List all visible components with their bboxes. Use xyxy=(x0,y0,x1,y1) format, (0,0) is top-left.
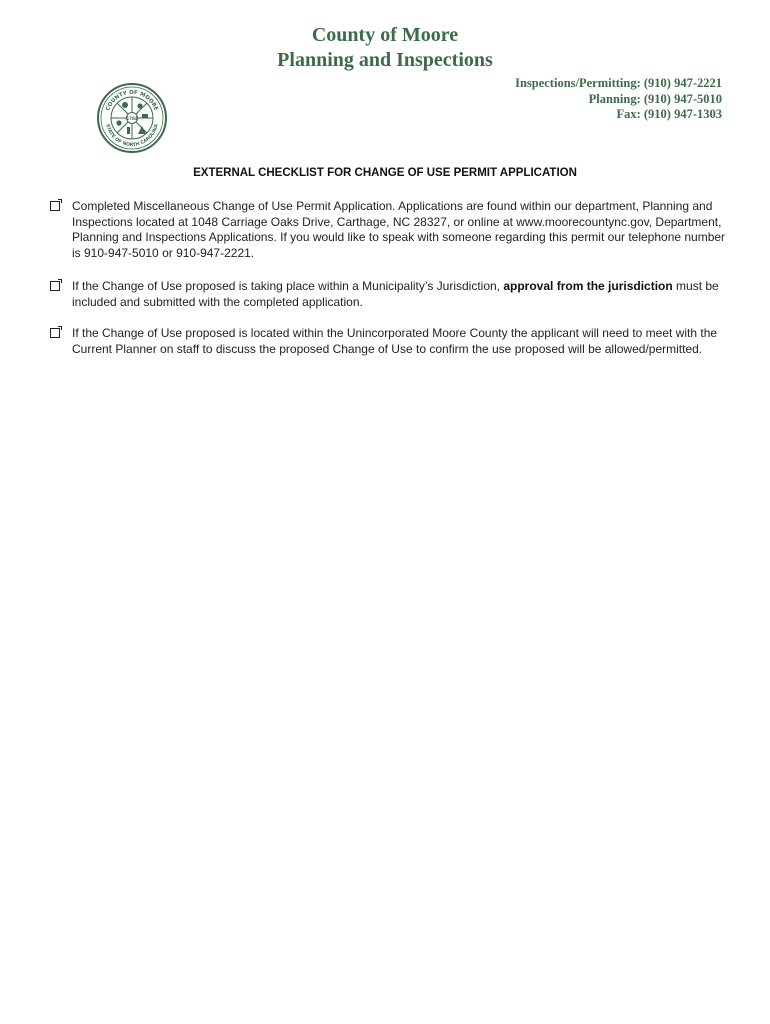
checkbox-icon[interactable] xyxy=(50,201,60,211)
item-text-after: must be included and submitted with the completed application. xyxy=(72,279,719,309)
seal-text-bottom: STATE OF NORTH CAROLINA xyxy=(104,123,160,149)
county-title: County of Moore xyxy=(311,24,459,46)
checklist-item-text: If the Change of Use proposed is located within the Unincorporated Moore County the applicant will need to meet with the Current Planner on staff to discuss the proposed Change of Use to confirm the use proposed will be allowed/permitted. xyxy=(72,326,718,356)
checklist-item-text: Completed Miscellaneous Change of Use Permit Application. Applications are found within our department, Planning and Inspections located at 1048 Carriage Oaks Drive, Carthage, NC 28327, or online at www.moorecountync.gov, Department, Planning and Inspections Applications. If you would like to speak with someone regarding this permit our telephone number is 910-947-5010 or 910-947-2221. xyxy=(72,199,726,260)
contact-info xyxy=(515,76,722,123)
county-seal-icon xyxy=(96,82,168,154)
department-title: Planning and Inspections xyxy=(277,49,493,71)
checklist-item-text xyxy=(72,279,727,310)
checkbox-icon[interactable] xyxy=(50,328,60,338)
seal-year: 1784 xyxy=(126,116,138,121)
item-text-bold: approval from the jurisdiction xyxy=(503,279,673,293)
fax-number: Fax: (910) 947-1303 xyxy=(616,107,722,121)
planning-phone: Planning: (910) 947-5010 xyxy=(588,91,722,106)
inspections-phone: Inspections/Permitting: (910) 947-2221 xyxy=(515,76,722,90)
checkbox-icon[interactable] xyxy=(50,281,60,291)
seal-text-top: COUNTY OF MOORE xyxy=(105,89,159,112)
item-text-before: If the Change of Use proposed is taking place within a Municipality’s Jurisdiction, xyxy=(72,279,504,293)
checklist-heading: EXTERNAL CHECKLIST FOR CHANGE OF USE PERMIT APPLICATION xyxy=(193,167,577,179)
